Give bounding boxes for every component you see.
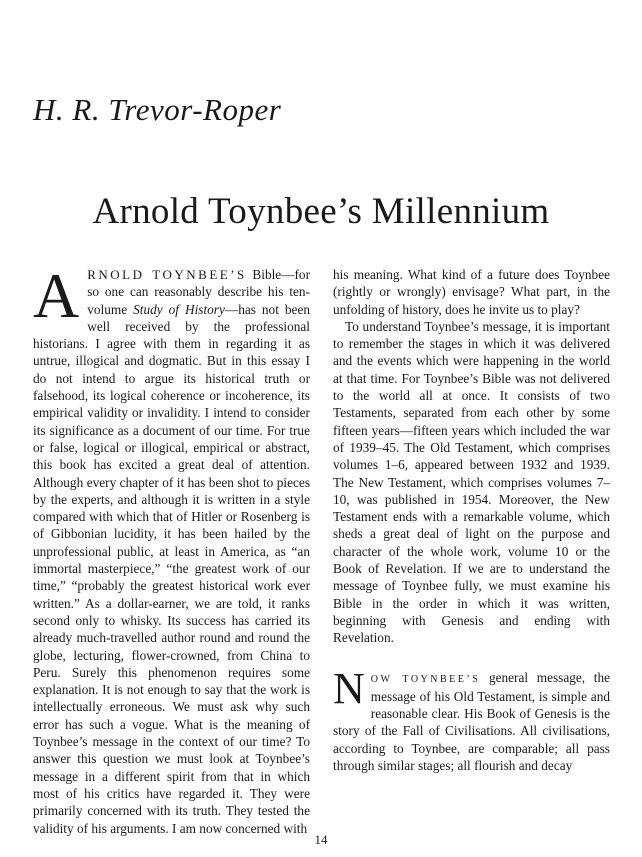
section2-lead-caps: OW TOYNBEE’S	[370, 673, 481, 685]
section-break	[333, 647, 610, 669]
article-title: Arnold Toynbee’s Millennium	[92, 191, 550, 232]
left-column	[33, 260, 310, 837]
right-column-continuation-spacer	[333, 266, 610, 647]
intro-text-start: Bible—for so one can reasonably describe his ten-volume	[87, 267, 310, 317]
paragraph-2: To understand Toynbee’s message, it is important to remember the stages in which it was delivered and the events which were happening in the world at that time. For Toynbee’s Bible was not delivered to the world all at once. It consists of two Testaments, separated from each other by some fifteen years—fifteen years which included the war of 1939–45. The Old Testament, which comprises volumes 1–6, appeared between 1932 and 1939. The New Testament, which comprises volumes 7–10, was published in 1954. Moreover, the New Testament ends with a remarkable volume, which sheds a great deal of light on the purpose and character of the whole work, volume 10 or the Book of Revelation. If we are to understand the message of Toynbee fully, we must examine his Bible in the order in which it was written, beginning with Genesis and ending with Revelation.	[333, 318, 610, 646]
intro-lead-caps: RNOLD TOYNBEE’S	[87, 267, 247, 282]
intro-text-body: —has not been well received by the professional historians. I agree with them in regarding it as untrue, illogical and dogmatic. But in this essay I do not intend to argue its historical truth or falsehood, its logical coherence or incoherence, its empirical validity or invalidity. I intend to consider its significance as a document of our time. For true or false, logical or illogical, empirical or abstract, this book has excited a great deal of attention. Although every chapter of it has been shot to pieces by the experts, and although it is written in a style compared with which that of Hitler or Rosenberg is of Gibbonian lucidity, it has been hailed by the unprofessional public, at least in America, as “an immortal masterpiece,” “the greatest work of our time,” “probably the greatest historical work ever written.” As a dollar-earner, we are told, it ranks second only to whisky. Its success has carried its already much-travelled author round and round the globe, lecturing, flower-crowned, from China to Peru. Surely this phenomenon requires some explanation. It is not enough to say that the work is intellectually erroneous. We must ask why such error has such a vogue. What is the meaning of Toynbee’s message in the context of our time? To answer this question we must look at Toynbee’s message in a different spirit from that in which most of his critics have regarded it. They were primarily concerned with its truth. They tested the validity of his arguments. I am now concerned with	[33, 301, 310, 836]
right-column	[333, 266, 610, 774]
intro-paragraph	[33, 260, 310, 837]
section2-paragraph	[333, 663, 611, 775]
section2-text: general message, the message of his Old Testament, is simple and reasonable clear. His Book of Genesis is the story of the Fall of Civilisations. All civilisations, according to Toynbee, are comparable; all pass through similar stages; all flourish and decay	[333, 669, 611, 774]
drop-cap-n: N	[333, 663, 365, 713]
drop-cap-a: A	[33, 260, 80, 331]
intro-paragraph-continued: his meaning. What kind of a future does Toynbee (rightly or wrongly) envisage? What part, in the unfolding of history, does he invite us to play?	[333, 267, 610, 317]
author-name: H. R. Trevor-Roper	[33, 92, 282, 127]
page-number: 14	[314, 832, 328, 847]
book-title: Study of History	[133, 301, 225, 317]
